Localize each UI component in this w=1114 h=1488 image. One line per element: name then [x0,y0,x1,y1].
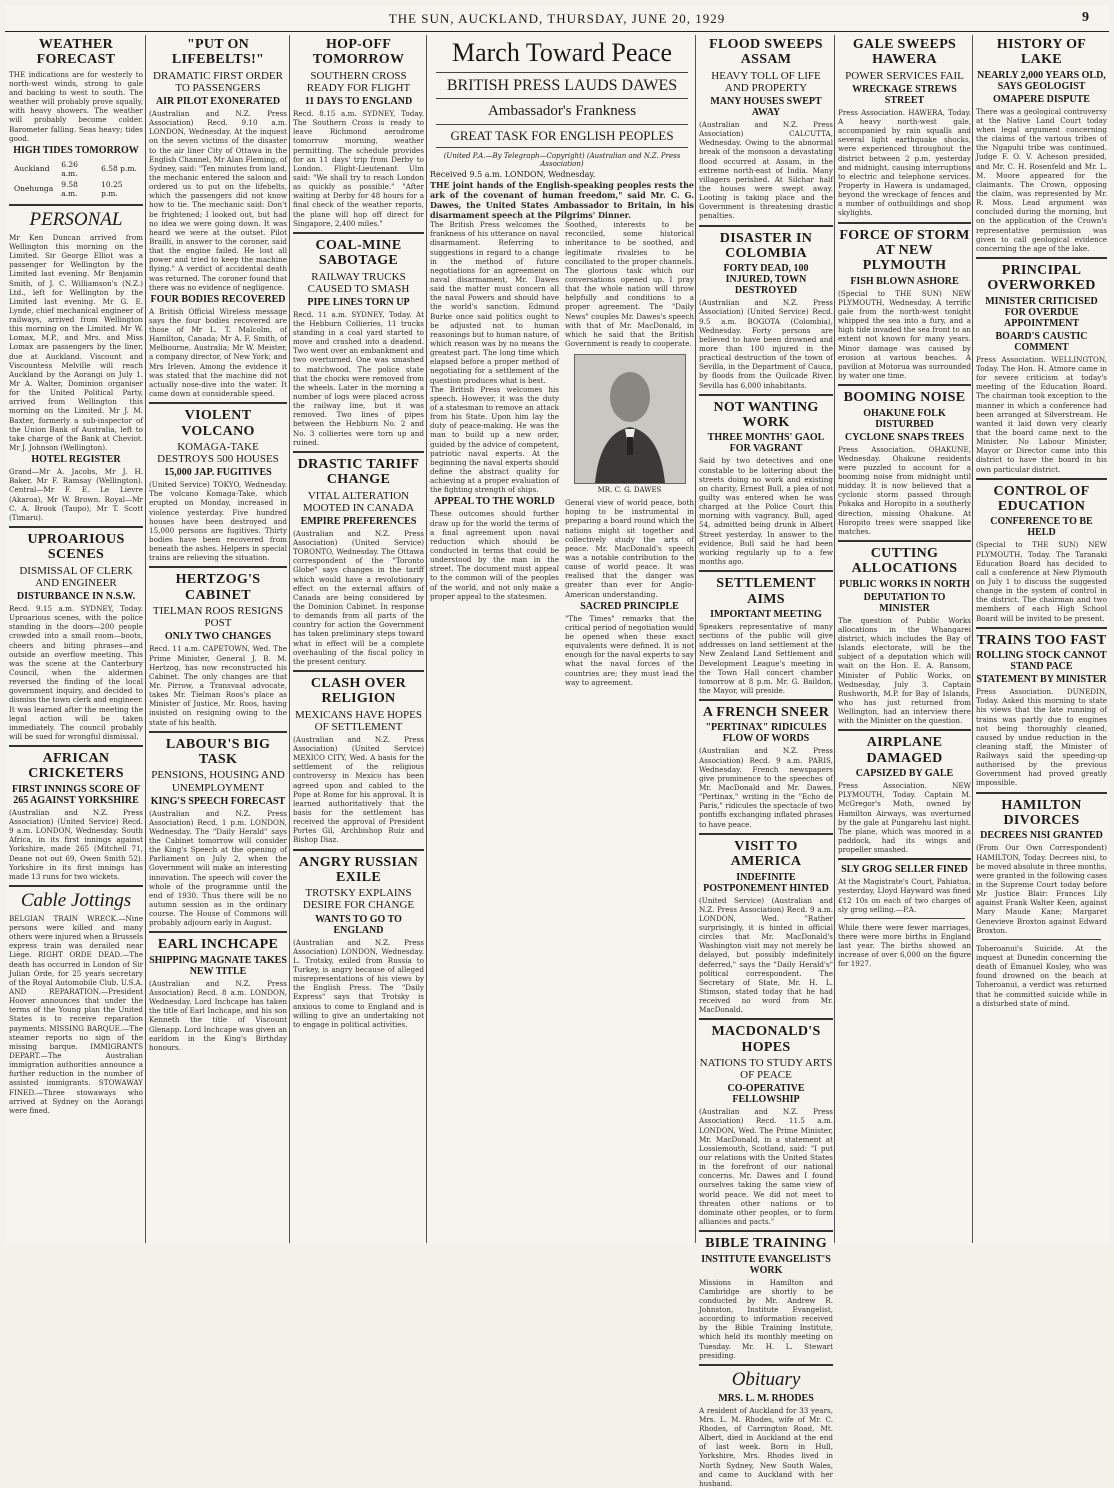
article-body: THE indications are for westerly to north-west winds, strong to gale and backing to west to south. The weather will probably prove squally, with heavy showers. The weather will probably become colder. Barometer falling. Seas heavy; tides good. [9,69,143,143]
divider [838,540,971,542]
subheading: PENSIONS, HOUSING AND UNEMPLOYMENT [151,769,285,794]
article-body: Press Association. NEW PLYMOUTH, Today. Captain M. McGregor's Moth, owned by Hamilton Airways, was overturned by the gale at Pungarehu last night. The plane, which was moored in a paddock, had its wings and propeller smashed. [838,781,971,855]
subheading: 11 DAYS TO ENGLAND [304,95,413,107]
lake-article [976,37,1107,253]
column-3 [293,35,424,1243]
lead-right [565,220,694,687]
article-body: "The Times" remarks that the critical period of negotiation would be opened when these exact equivalents were defined. It is not enough for the naval experts to say what the naval forces of the countries are; they must lead the way to agreement. [565,613,694,687]
article-body: These outcomes should further draw up for the world the terms of a final agreement upon naval reduction which should be conducted in terms that could be understood by the man in the street. The document must appeal to the common will of the peoples of the world, and not only make a proper appeal to the statesmen. [430,509,559,601]
headline: EARL INCHCAPE [157,937,279,953]
subheading: NATIONS TO STUDY ARTS OF PEACE [699,1057,833,1082]
table-cell: Onehunga [14,184,54,194]
article-body: Recd. 9.15 a.m. SYDNEY, Today. Uproarious scenes, with the police standing in the doors—200 people crowded into a small room—boots, cheers and biting phrases—and outside an overflow meeting. This was the scene at the Canterbury Council, when the aldermen reversed the finding of the local government inquiry, and decided to dismiss the town clerk and engineer. It was learned after the meeting the legal action will be taken immediately. The council probably will be sued for wrongful dismissal. [9,603,144,741]
tariff-article [293,457,424,666]
divider [699,1230,833,1232]
article-body: Speakers representative of many sections of the public will give addresses on land settlement at the New Zealand Land Settlement and Development League's meeting in the Town Hall concert chamber tomorrow at 8 p.m. Mr. G. Baildon, the Mayor, will preside. [699,621,833,695]
subheading: PIPE LINES TORN UP [307,296,410,308]
subheading: DEPUTATION TO MINISTER [863,591,946,614]
table-cell: 10.25 p.m. [101,179,123,198]
gale-article [838,37,971,218]
subheading: OHAKUNE FOLK DISTURBED [863,407,946,430]
article-body: BELGIAN TRAIN WRECK.—Nine persons were killed and many others were injured when a Brussels express train was derailed near Liège. RIGHT ORDE DEAD.—The death has occurred in London of Sir Julian Orde, for 25 years secretary of the Royal Automobile Club. U.S.A. AND REPARATION.—President Hoover announces that under the terms of the Young plan the United States is to receive reparation payments. MISSING BARQUE.—The steamer reports no sign of the missing barque. IMMIGRANTS DEPART.—The Australian immigration authorities announce a further reduction in the number of assisted immigrants. STOWAWAY FINED.—Three stowaways who arrived at Sydney on the Aorangi were fined. [9,913,143,1115]
headline: "PUT ON LIFEBELTS!" [171,37,265,68]
subheading: CYCLONE SNAPS TREES [844,431,965,443]
subheading: TROTSKY EXPLAINS DESIRE FOR CHANGE [302,887,415,912]
subheading: WRECKAGE STREWS STREET [852,83,957,106]
article-body: Grand—Mr A. Jacobs, Mr J. H. Baker, Mr F. Ramsay (Wellington). Central—Mr F. E. Le Lievre (Akaroa), Mr W. Brown. Royal—Mr C. A. Brook (Taupo), Mr T. Scott (Timaru). [9,467,143,522]
subheading: KING'S SPEECH FORECAST [150,795,286,807]
headline: Cable Jottings [20,890,132,911]
principal-article [976,263,1107,474]
article-body: (Australian and N.Z. Press Association) CALCUTTA, Wednesday. Owing to the abnormal break of the monsoon a devastating flood occurred at Assam, in the extreme north-east of India. Many villagers perished. At Silchar half the houses were swept away. Looting is taking place and the Government is threatening drastic penalties. [699,119,833,221]
divider [699,1364,833,1366]
article-body: The British Press welcomes his speech. However, it was the duty of a statesman to remove an attack from his State. Upon him lay the duty of peace-making. He was the man to build up a new order, guided by the advice of competent, patriotic naval experts. At the beginning the naval experts should define the abstract quality for achieving at a proper evaluation of the fighting strength of ships. [430,384,559,495]
headline: NOT WANTING WORK [713,399,819,431]
column-1 [9,35,143,1243]
table-row [11,180,141,198]
settlement-article [699,576,833,695]
subheading: EMPIRE PREFERENCES [300,515,417,527]
subheading: FIRST INNINGS SCORE OF 265 AGAINST YORKSHIRE [12,783,140,806]
lead-left [430,220,559,687]
lead-story [430,35,694,1243]
headline: TRAINS TOO FAST [976,632,1107,648]
article-body: (Australian and N.Z. Press Association) (United Service) Recd. 9.5 a.m. BOGOTA (Colombia), Wednesday. Forty persons are believed to have been drowned and more than 100 injured in the practical destruction of the town of Sevilla, in the Department of Cauca, by floods from the Quilcade River. Sevilla has 6,000 inhabitants. [699,298,833,390]
obituary-article [699,1370,833,1488]
subheading: CO-OPERATIVE FELLOWSHIP [727,1083,805,1106]
subheading: DECREES NISI GRANTED [980,830,1103,842]
divider [436,72,688,73]
divider [699,1018,833,1020]
lead-subheading: BRITISH PRESS LAUDS DAWES [446,76,678,94]
column-6 [838,35,971,1243]
headline: ANGRY RUSSIAN EXILE [298,854,419,885]
subheading: ROLLING STOCK CANNOT STAND PACE [976,650,1107,673]
article-body: (Australian and N.Z. Press Association) Recd. 11.5 a.m. LONDON, Wed. The Prime Minister, Mr. MacDonald, in a statement at Lossiemouth, Scotland, said: "I put our relations with the United States in the forefront of our national concerns. Mr. Dawes and I found ourselves taking the same view of world peace. We did not meet to threaten other nations or to dominate other peoples, or to form alliances and pacts." [699,1107,833,1226]
dateline: Received 9.5 a.m. LONDON, Wednesday. [430,169,596,179]
subheading: WANTS TO GO TO ENGLAND [315,913,402,936]
divider [976,792,1107,794]
subheading: MEXICANS HAVE HOPES OF SETTLEMENT [295,708,422,733]
headline: HISTORY OF LAKE [996,37,1087,68]
article-body: Soothed, interests to be reconciled, some historical inheritance to be soothed, and legitimate rivalries to be conciliated to the proper channels. The glorious task which our conversations opened up. I pray that the whole nation will throw helpfully and conditions to a proper agreement. The "Daily News" couples Mr. Dawes's speech with that of Mr. MacDonald, in which he said that the British Government is ready to cooperate. [565,220,694,349]
masthead [5,5,1109,32]
divider [293,232,424,234]
storm-article [838,228,971,381]
subheading: PUBLIC WORKS IN NORTH [839,578,970,590]
subheading: THREE MONTHS' GAOL FOR VAGRANT [707,432,825,455]
article-body: The question of Public Works allocations in the Whangarei district, which includes the Bay of Islands electorate, will be the subject of a deputation which will wait on the Hon. E. A. Ransom, Minister of Public Works, on Wednesday, July 3. Captain Rushworth, M.P. for Bay of Islands, who has just returned from Wellington, had an interview there with the Minister on the question. [838,615,971,726]
article-body: Press Association. HAWERA, Today. A heavy north-west gale, accompanied by rain squalls and several light earthquake shocks, were experienced throughout the district between 2 p.m. yesterday and midnight, causing interruptions to electric and telephone services. Property in Hawera is undamaged, beyond the wreckage of fences and a number of outbuildings and shop skylights. [838,107,971,218]
subheading: OMAPERE DISPUTE [993,93,1090,105]
article-body: (United Service) TOKYO, Wednesday. The volcano Komaga-Take, which erupted on Monday, increased in violence yesterday. Five hundred houses have been destroyed and 15,000 persons are fugitives. Thirty bodies have been recovered from beneath the ashes. Helpers in special trains are relieving the situation. [149,480,287,563]
headline: VISIT TO AMERICA [730,838,802,870]
article-body: Said by two detectives and one constable to be loitering about the streets doing no work and existing on charity, Ernest Bull, a plea of not guilty was entered when he was charged at the Police Court this morning with vagrancy. Bull, aged 54, admitted being drunk in Albert Street yesterday. In answer to the evidence, Bull said he had been working regularly up to a few months ago. [699,456,833,567]
article-body: (From Our Own Correspondent) HAMILTON, Today. Decrees nisi, to be moved absolute in three months, were granted in the following cases in the Supreme Court today before Mr Justice Blair: Frances Lily against Frank Walter Keen, against Mary Maude Kane; Margaret Genevieve Broxton against Edward Broxton. [976,843,1107,935]
lead-paragraph: THE joint hands of the English-speaking peoples rests the ark of the covenant of human freedom," said Mr. C. G. Dawes, the United States Ambassador to Britain, in his disarmament speech at the Pilgrims' Dinner. [430,179,694,221]
divider [149,931,287,933]
lead-headline: March Toward Peace [451,38,673,67]
subheading: CAPSIZED BY GALE [855,768,954,780]
article-body: Press Association. WELLINGTON, Today. The Hon. H. Atmore came in for severe criticism at today's meeting of the Education Board. The chairman took exception to the manner in which a conference had been arranged at Silverstream. He wanted it laid down very clearly that the board came next to the Minister. No Labour Minister, Mayor or Director came into this district to have the board in his own particular district. [976,354,1107,474]
divider [838,384,971,386]
headline: BIBLE TRAINING [705,1236,827,1252]
article-body: (Australian and N.Z. Press Association) (United Service) TORONTO, Wednesday. The Ottawa correspondent of the "Toronto Globe" says changes in the tariff which would have a revolutionary effect on the external affairs of Canada are being considered by the Dominion Cabinet. In response to demands from all parts of the country for action the Government has taken preliminary steps toward what in effect will be a complete overhauling of the fiscal policy in the present century. [293,528,424,666]
headline: LABOUR'S BIG TASK [165,736,271,768]
visit-article [699,839,833,1015]
portrait-image [575,355,685,483]
subheading: HIGH TIDES TOMORROW [13,144,139,156]
headline: AFRICAN CRICKETERS [28,751,124,782]
subheading: FISH BLOWN ASHORE [850,275,959,287]
masthead-title: THE SUN, AUCKLAND, THURSDAY, JUNE 20, 1929 [388,11,726,26]
divider [149,566,287,568]
article-body: Recd. 11 a.m. SYDNEY, Today. At the Hebburn Collieries, 11 trucks standing in a coal yard started to move and crashed into a deadend. Two went over an embankment and two overturned. One was smashed to matchwood. The police state that the chocks were removed from the wheels. Later in the morning a number of logs were placed across the railway line, but it was removed. Two lines of pipes between the Hebburn No. 2 and No. 3 collieries were torn up and ruined. [293,309,424,447]
headline: MACDONALD'S HOPES [711,1024,821,1055]
divider [699,833,833,835]
subheading: SHIPPING MAGNATE TAKES NEW TITLE [149,954,287,977]
divider [844,918,965,919]
headline: HERTZOG'S CABINET [175,572,261,603]
subheading: DRAMATIC FIRST ORDER TO PASSENGERS [153,69,283,94]
headline: Obituary [731,1368,801,1390]
columns [7,35,1107,1488]
subheading: INSTITUTE EVANGELIST'S WORK [701,1253,831,1276]
cutting-article [838,546,971,725]
headline: AIRPLANE DAMAGED [866,735,943,766]
table-cell: 6.58 p.m. [101,164,137,174]
exile-article [293,855,424,1029]
subheading: HOTEL REGISTER [31,454,121,466]
headline: HAMILTON DIVORCES [1001,797,1082,829]
lead-subheading: GREAT TASK FOR ENGLISH PEOPLES [450,127,674,143]
article-body: The British Press welcomes the frankness of his utterance on naval disarmament. Referring to suggestions in regard to a change in the method of future negotiations for an agreement on naval disarmament, Mr. Dawes said the matter must concern all the naval Powers and should have the world's sanction. Edmund Burke once said politics ought to be adjusted not to human reasonings but to human nature, of which reason was by no means the greatest part. The long time which elapsed before a proper method of negotiating for a settlement of the question produces what is best. [430,220,559,385]
page-number: 9 [1082,10,1089,25]
column-7 [976,35,1107,1243]
portrait-caption: MR. C. G. DAWES [597,486,662,495]
article-body: (Australian and N.Z. Press Association) LONDON, Wednesday. L. Trotsky, exiled from Russia to Turkey, is angry because of alleged misrepresentations of his views by the English Press. The "Daily Express" says that Trotsky is anxious to come to England and is willing to give an undertaking not to engage in political activities. [293,937,424,1029]
hertzog-article [149,572,287,726]
subheading: NEARLY 2,000 YEARS OLD, SAYS GEOLOGIST [977,69,1106,92]
subheading: TIELMAN ROOS RESIGNS POST [152,605,284,630]
dawes-portrait [574,354,686,484]
clash-article [293,676,424,845]
headline: HOP-OFF TOMORROW [312,37,405,68]
subheading: DISMISSAL OF CLERK AND ENGINEER [19,564,133,589]
subheading: "PERTINAX" RIDICULES FLOW OF WORDS [705,722,827,745]
article-body: Recd. 11 a.m. CAPETOWN, Wed. The Prime Minister, General J. B. M. Hertzog, has now reconstructed his Cabinet. The only changes are that Mr. Pirrow, a Transvaal advocate, takes Mr. Tielman Roos's place as Minister of Justice, Mr. Roos, having insisted on resigning owing to the state of his health. [149,644,287,727]
bible-article [699,1236,833,1360]
divider [149,731,287,733]
labour-article [149,737,287,928]
article-body: (Australian and N.Z. Press Association) Recd. 1 p.m. LONDON, Wednesday. The "Daily Herald" says the Cabinet tomorrow will consider the King's Speech at the opening of Parliament on July 2, when the Government will make an interesting innovation. The speech will cover the whole of the programme until the end of 1930. Thus there will be no autumn session as in the ordinary course. The House of Commons will probably adjourn early in August. [149,808,287,928]
weather-article [9,37,143,200]
subheading: ONLY TWO CHANGES [164,631,272,643]
divider [838,729,971,731]
subheading: CONFERENCE TO BE HELD [990,516,1093,539]
headline: A FRENCH SNEER [702,705,830,721]
divider [436,147,688,148]
headline: DRASTIC TARIFF CHANGE [297,456,420,488]
subheading: AIR PILOT EXONERATED [155,95,281,107]
article-body: Missions in Hamilton and Cambridge are shortly to be conducted by Mr. Andrew R. Johnston, Institute Evangelist, according to information received by the Bible Training Institute, which held its monthly meeting on Tuesday. Mr. H. L. Stewart presiding. [699,1277,833,1360]
headline: GALE SWEEPS HAWERA [852,37,957,68]
divider [293,849,424,851]
article-body: At the Magistrate's Court, Pahiatua, yesterday, Lloyd Hayward was fined £12 10s on each of two charges of sly grog selling.—P.A. [838,877,971,914]
table-cell: Auckland [14,164,50,174]
macdonald-article [699,1024,833,1226]
article-body: Press Association. OHAKUNE, Wednesday. Ohakune residents were puzzled to account for a booming noise from midnight until midday. It is now believed that a cyclonic storm passed through Pokaka and Horopito in a southerly direction, missing Ohakune. At Horopito trees were snapped like matches. [838,444,971,536]
headline: SETTLEMENT AIMS [716,576,816,607]
divider [9,885,143,887]
cable-article [9,891,143,1115]
subheading: FORTY DEAD, 100 INJURED, TOWN DESTROYED [723,263,809,297]
headline: SLY GROG SELLER FINED [841,864,968,876]
subheading: SACRED PRINCIPLE [580,600,679,612]
wire-credit: (United P.A.—By Telegraph—Copyright) (Australian and N.Z. Press Association) [443,151,681,168]
divider [149,402,287,404]
flood-article [699,37,833,221]
subheading: FOUR BODIES RECOVERED [150,293,286,305]
divider [982,939,1101,940]
divider [699,394,833,396]
article-body: (Australian and N.Z. Press Association) (United Service) MEXICO CITY, Wed. A basis for the settlement of the religious controversy in Mexico has been agreed upon and cabled to the Pope at Rome for his approval. It is learned authoritatively that the basis for the settlement has received the approval of President Portes Gil, Archbishop Ruiz and Bishop Diaz. [293,734,424,845]
headline: CLASH OVER RELIGION [310,675,407,707]
lead-subheading: Ambassador's Frankness [487,103,637,120]
subheading: STATEMENT BY MINISTER [976,674,1107,686]
divider [838,222,971,224]
headline: DISASTER IN COLOMBIA [719,230,813,261]
newspaper-page [5,5,1109,1488]
headline: WEATHER FORECAST [36,37,116,68]
cricket-article [9,751,143,881]
personal-article [9,210,143,522]
hopoff-article [293,37,424,228]
article-body: (Special to THE SUN) NEW PLYMOUTH, Today. The Taranaki Education Board has decided to call a conference at New Plymouth on July 1 to discuss the suggested change in the system of control in the district. The chairman and two members of each High School Board will be invited to be present. [976,540,1107,623]
earl-article [149,937,287,1052]
headline: VIOLENT VOLCANO [181,408,255,439]
table-row [11,160,141,178]
colombia-article [699,231,833,390]
coal-article [293,238,424,447]
lifebelt-article [149,37,287,398]
divorce-article [976,798,1107,1008]
divider [436,98,688,99]
column-2 [149,35,287,1243]
work-article [699,400,833,566]
sneer-article [699,705,833,829]
divider [293,451,424,453]
divider [976,478,1107,480]
article-body: Recd. 8.15 a.m. SYDNEY, Today. The Southern Cross is ready to leave Richmond aerodrome tomorrow morning, weather permitting. The schedule provides for an 11 days' trip from Derby to London. Flight-Lieutenant Ulm said: "We shall try to reach London as quickly as possible." "After waiting at Derby for 48 hours for a final check of the weather reports, the plane will hop off direct for Singapore, 2,400 miles." [293,108,424,228]
divider [699,570,833,572]
subheading: 15,000 JAP. FUGITIVES [164,467,272,479]
divider [9,745,143,747]
subheading: APPEAL TO THE WORLD [434,496,555,508]
article-body: A resident of Auckland for 33 years, Mrs. L. M. Rhodes, wife of Mr. C. Rhodes, of Carrington Road, Mt. Albert, died in Auckland at the end of last week. Born in Hull, Yorkshire, Mrs. Rhodes lived in North Sydney, New South Wales, and came to Auckland with her husband. [699,1405,833,1488]
subheading: MANY HOUSES SWEPT AWAY [710,95,822,118]
lead-columns [430,220,694,687]
subheading: MINISTER CRITICISED FOR OVERDUE APPOINTMENT [985,295,1098,329]
article-body: (Australian and N.Z. Press Association) Recd. 8 a.m. LONDON, Wednesday. Lord Inchcape has taken the title of Earl Inchcape, and his son Kenneth the title of Viscount Glenapp. Lord Inchcape was given an earldom in the King's Birthday honours. [149,978,287,1052]
article-body: Toheroanui's Suicide. At the inquest at Dunedin concerning the death of Emanuel Kosley, who was found drowned on the beach at Toheroanui, a verdict was returned that he committed suicide while in a disturbed state of mind. [976,943,1107,1008]
article-body: (Australian and N.Z. Press Association) (United Service) Recd. 9 a.m. LONDON, Wednesday. South Africa, in its first innings against Yorkshire, made 265 (Mitchell 71, Deane not out 69, Owen Smith 52). Yorkshire in its first innings has made 13 runs for two wickets. [9,807,143,881]
headline: BOOMING NOISE [843,390,966,406]
article-body: General view of world peace, both hoping to be instrumental in preparing a board round which the nations might sit together and collectively study the arts of peace. Mr. MacDonald's speech was a notable contribution to the cause of world peace. It was realised that the danger was greater than ever for Anglo-American understanding. [565,498,694,599]
headline: PERSONAL [29,208,123,230]
slygrog-article [838,864,971,968]
divider [9,204,143,206]
article-body: (Australian and N.Z. Press Association) Recd. 9 a.m. PARIS, Wednesday. French newspapers give prominence to the speeches of Mr. MacDonald and Mr. Dawes. "Pertinax," writing in the "Echo de Paris," ridicules the spectacle of two pontiffs exchanging inflated phrases to have peace. [699,746,833,829]
headline: UPROARIOUS SCENES [27,532,125,563]
headline: FLOOD SWEEPS ASSAM [709,37,823,68]
headline: CONTROL OF EDUCATION [993,483,1090,515]
airplane-article [838,735,971,854]
divider [699,225,833,227]
divider [9,526,143,528]
subheading: VITAL ALTERATION MOOTED IN CANADA [302,489,415,514]
article-body: Press Association. DUNEDIN, Today. Asked this morning to state his views that the late running of trains was partly due to engines not being thoroughly cleaned, caused by undue reduction in the cleaning staff, the Minister of Railways said the speeding-up authorised by the previous Government had proved greatly impossible. [976,687,1107,788]
uproar-article [9,532,143,741]
divider [699,699,833,701]
divider [838,858,971,860]
subheading: SOUTHERN CROSS READY FOR FLIGHT [306,69,411,94]
divider [976,257,1107,259]
headline: COAL-MINE SABOTAGE [315,237,402,269]
column-5 [699,35,833,1488]
article-body: (Special to THE SUN) NEW PLYMOUTH, Wednesday. A terrific gale from the north-west tonight whipped the sea into a fury, and a high tide invaded the sea front to an extent not known for many years. Minor damage was caused by erosion at various beaches. A pavilion at Motorua was surrounded by water one time. [838,288,971,380]
headline: FORCE OF STORM AT NEW PLYMOUTH [839,227,970,274]
volcano-article [149,408,287,562]
article-body: While there were fewer marriages, there were more births in England last year. The births showed an increase of over 6,000 on the figure for 1927. [838,922,971,969]
divider [436,124,688,125]
subheading: BOARD'S CAUSTIC COMMENT [995,330,1088,353]
subheading: MRS. L. M. RHODES [718,1392,814,1404]
table-cell: 9.58 a.m. [61,179,78,198]
subheading: HEAVY TOLL OF LIFE AND PROPERTY [711,69,821,94]
subheading: KOMAGA-TAKE DESTROYS 500 HOUSES [157,440,279,466]
control-article [976,484,1107,623]
article-body: There was a geological controversy at the Native Land Court today when legal argument concerning the claims of the various tribes of the Ngapuhi tribe was continued. Judge F. O. V. Acheson presided, and Mr. C. H. Rosenfeld and Mr. L. M. Moore appeared for the claimants. The Crown, opposing the claim, was represented by Mr. R. Moss. Lead argument was concluded during the morning, but on the application of the Crown's representative permission was given to call geological evidence concerning the age of the lake. [976,106,1107,253]
divider [293,670,424,672]
trains-article [976,633,1107,788]
table-cell: 6.26 a.m. [61,159,78,178]
subheading: POWER SERVICES FAIL [845,69,964,82]
headline: CUTTING ALLOCATIONS [851,545,958,577]
tides-table [9,158,143,200]
headline: PRINCIPAL OVERWORKED [987,263,1096,294]
subheading: IMPORTANT MEETING [710,608,822,620]
article-body: (United Service) (Australian and N.Z. Press Association) Recd. 9 a.m. LONDON, Wed. "Rather surprisingly, it is hinted in official circles that Mr. MacDonald's Washington visit may not merely be delayed, but possibly indefinitely deferred," says the "Daily Herald's" political correspondent. The Secretary of State, Mr. H. L. Stimson, stated today that he had received no word from Mr. MacDonald. [699,895,833,1015]
divider [976,627,1107,629]
article-body: (Australian and N.Z. Press Association) Recd. 9.10 a.m. LONDON, Wednesday. At the inquest on the seven victims of the disaster to the air liner City of Ottawa in the English Channel, Mr Alan Fleming, of Sydney, said: "Ten minutes from land, the mechanic entered the saloon and ordered us to put on the lifebelts, which the passengers did not know how to tie. The mechanic said: Don't be frightened; I looked out, but had no idea we were going down. It was heard we were at the outset. Pilot Brailli, in answer to the coroner, said that the engine failed. He lost all power and tried to keep the machine flying." A verdict of accidental death was returned. The coroner found that there was no evidence of negligence. [149,108,287,292]
subheading: DISTURBANCE IN N.S.W. [16,590,136,602]
article-body: Mr Ken Duncan arrived from Wellington this morning on the Limited. Sir George Elliot was a passenger for Wellington by the Limited last evening. Mr Benjamin Smith, of J. C. Williamson's (N.Z.) Ltd., left for Wellington by the Limited last evening. Mr G. E. Lynde, chief mechanical engineer of railways, arrived from Wellington this morning on the Limited. Mr W. Lomax, M.P., and Mrs. and Miss Lomax are passengers by the liner, due at Auckland. Viscount and Viscountess Melville will reach Auckland by the Aorangi on July 1. Mr A. Walter, Dominion organiser for the United Political Party, arrived from Wellington this morning on the Limited. Mr J. M. Baxter, formerly a sub-inspector of the Union Bank of Australia, left to take charge of the Bank at Cheviot. Mr J. Johnson (Wellington). [9,232,143,453]
booming-article [838,390,971,536]
subheading: INDEFINITE POSTPONEMENT HINTED [703,871,829,894]
subheading: RAILWAY TRUCKS CAUSED TO SMASH [307,270,410,295]
article-body: A British Official Wireless message says the four bodies recovered are those of Mr L. T. Malcolm, of Hamilton, Canada; Mr A. F. Smith, of Melbourne, Australia; Mr W. Meister, a company director, of New York; and Mrs Irleven. Among the evidence it was stated that the machine did not actually nose-dive into the water. It came down at considerable speed. [149,306,287,399]
